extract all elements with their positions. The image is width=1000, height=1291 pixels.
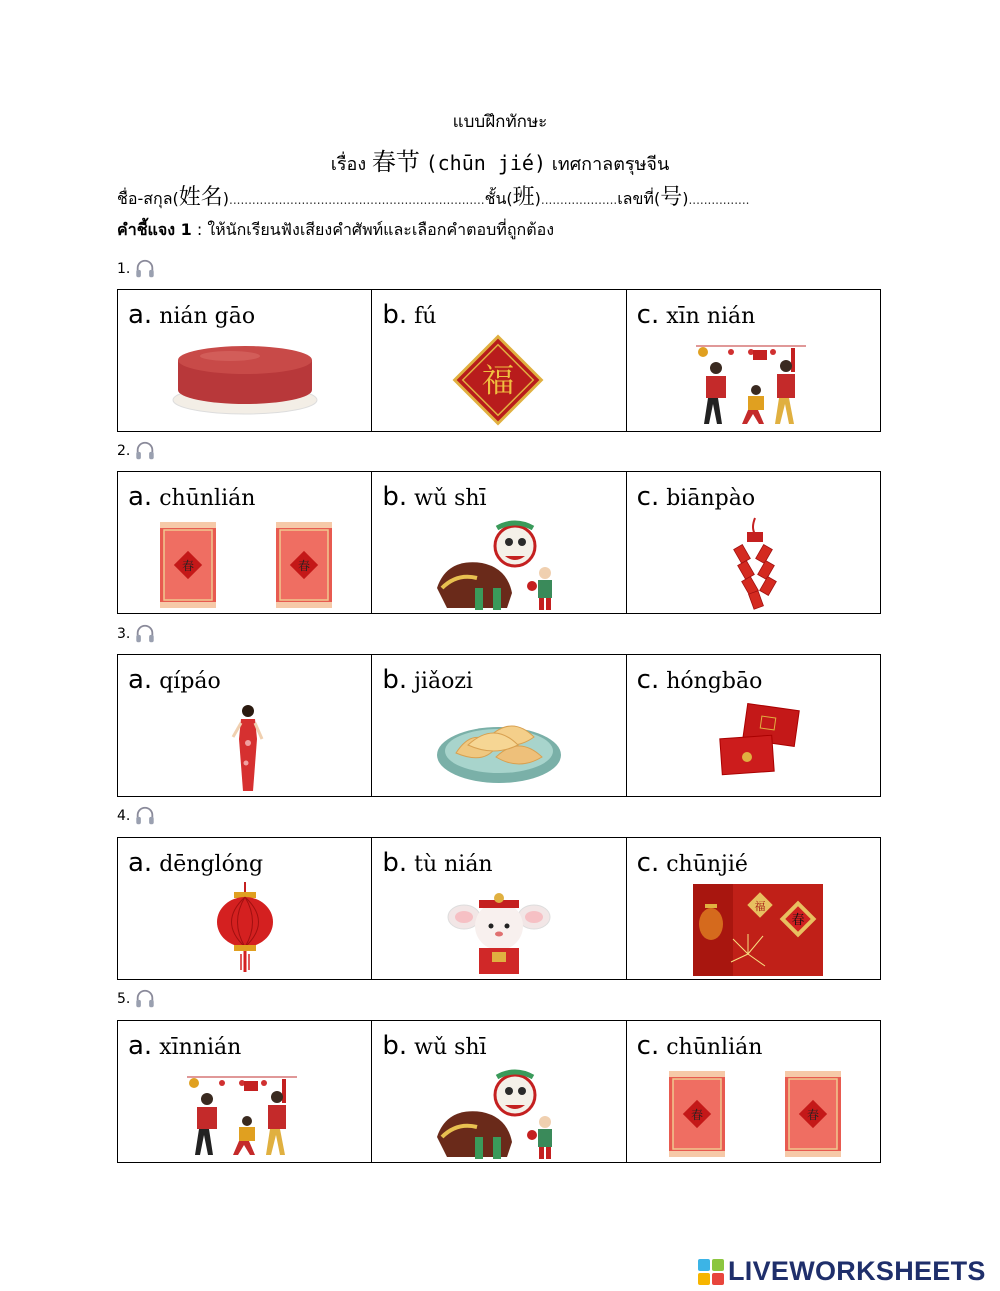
- question-options-table: [117, 289, 881, 432]
- answer-option[interactable]: [626, 472, 880, 614]
- question-number: [117, 988, 156, 1010]
- option-text: [382, 848, 492, 878]
- nian-gao-cake-icon: [170, 338, 320, 418]
- worksheet-title: แบบฝึกทักษะ: [452, 112, 548, 132]
- firecracker-icon: [725, 516, 785, 611]
- headphones-icon[interactable]: [134, 440, 156, 462]
- option-text: [382, 1031, 486, 1061]
- answer-option[interactable]: [372, 838, 626, 980]
- headphones-icon[interactable]: [134, 805, 156, 827]
- option-pinyin: chūnlián: [666, 1035, 763, 1060]
- answer-option[interactable]: [626, 655, 880, 797]
- couplets-icon: [667, 1069, 847, 1159]
- lantern-icon: [210, 882, 280, 977]
- red-envelope-icon: [715, 703, 805, 783]
- answer-option[interactable]: [372, 1021, 626, 1163]
- answer-option[interactable]: [118, 1021, 372, 1163]
- option-letter: c.: [636, 665, 660, 695]
- spring-festival-icon: [693, 884, 823, 976]
- answer-option[interactable]: [118, 290, 372, 432]
- name-field[interactable]: ...................................................................: [229, 193, 485, 207]
- option-pinyin: xīnnián: [159, 1035, 242, 1060]
- option-pinyin: nián gāo: [159, 304, 256, 329]
- answer-option[interactable]: [118, 838, 372, 980]
- question-number: [117, 623, 156, 645]
- question-number-label: 4.: [117, 808, 131, 824]
- dumplings-icon: [434, 707, 564, 787]
- question-options-table: [117, 471, 881, 614]
- option-pinyin: jiǎozi: [414, 669, 473, 694]
- rabbit-icon: [444, 882, 554, 977]
- option-text: [637, 848, 748, 878]
- subject-pinyin: (chūn jié): [425, 151, 546, 175]
- option-text: [382, 482, 486, 512]
- qipao-woman-icon: [228, 703, 268, 793]
- subject-chinese: 春节: [371, 148, 420, 176]
- question-options-table: [117, 654, 881, 797]
- option-letter: a.: [128, 665, 153, 695]
- question-number: [117, 805, 156, 827]
- answer-option[interactable]: [118, 472, 372, 614]
- option-text: [128, 848, 263, 878]
- subject-prefix: เรื่อง: [330, 154, 367, 175]
- option-pinyin: chūnjié: [666, 852, 748, 877]
- instruction: [117, 218, 554, 243]
- question-number: [117, 440, 156, 462]
- option-pinyin: biānpào: [666, 486, 756, 511]
- option-text: [637, 482, 755, 512]
- option-text: [128, 482, 255, 512]
- option-pinyin: wǔ shī: [414, 1035, 487, 1060]
- question-number: [117, 258, 156, 280]
- subject-thai: เทศกาลตรุษจีน: [551, 154, 670, 175]
- option-pinyin: hóngbāo: [666, 669, 763, 694]
- name-label: ชื่อ-สกุล(姓名): [117, 185, 230, 210]
- option-pinyin: xīn nián: [666, 304, 756, 329]
- instruction-label: คำชี้แจง 1: [117, 220, 192, 239]
- option-text: [382, 665, 473, 695]
- option-text: [637, 300, 756, 330]
- question-number-label: 2.: [117, 443, 131, 459]
- number-field[interactable]: ................: [688, 193, 750, 207]
- instruction-text: : ให้นักเรียนฟังเสียงคำศัพท์และเลือกคำตอบที่ถูกต้อง: [191, 220, 555, 239]
- headphones-icon[interactable]: [134, 988, 156, 1010]
- lion-dance-icon: [427, 1067, 577, 1162]
- option-text: [637, 1031, 763, 1061]
- answer-option[interactable]: [626, 290, 880, 432]
- headphones-icon[interactable]: [134, 258, 156, 280]
- option-pinyin: tù nián: [414, 852, 493, 877]
- headphones-icon[interactable]: [134, 623, 156, 645]
- question-number-label: 1.: [117, 261, 131, 277]
- answer-option[interactable]: [626, 838, 880, 980]
- option-pinyin: wǔ shī: [414, 486, 487, 511]
- option-letter: b.: [382, 482, 408, 512]
- liveworksheets-brand: LIVEWORKSHEETS: [728, 1256, 986, 1286]
- fu-diamond-icon: [450, 332, 546, 428]
- option-letter: b.: [382, 665, 408, 695]
- option-letter: b.: [382, 1031, 408, 1061]
- answer-option[interactable]: [372, 472, 626, 614]
- option-text: [382, 300, 436, 330]
- liveworksheets-logo: [698, 1256, 986, 1287]
- option-letter: c.: [636, 482, 660, 512]
- option-pinyin: fú: [414, 304, 437, 329]
- option-pinyin: qípáo: [159, 669, 221, 694]
- answer-option[interactable]: [118, 655, 372, 797]
- new-year-people-icon: [182, 1069, 302, 1159]
- answer-option[interactable]: [626, 1021, 880, 1163]
- question-options-table: [117, 837, 881, 980]
- worksheet-subject: [0, 142, 1000, 178]
- option-pinyin: dēnglóng: [159, 852, 264, 877]
- option-letter: c.: [636, 1031, 660, 1061]
- lion-dance-icon: [427, 518, 577, 613]
- option-text: [128, 1031, 241, 1061]
- student-info-fields: [117, 180, 750, 212]
- question-options-table: [117, 1020, 881, 1163]
- liveworksheets-logo-icon: [698, 1259, 724, 1285]
- class-field[interactable]: ....................: [540, 193, 618, 207]
- number-label: เลขที่(号): [617, 185, 689, 210]
- couplets-icon: [158, 520, 338, 610]
- question-number-label: 5.: [117, 991, 131, 1007]
- option-letter: b.: [382, 848, 408, 878]
- new-year-people-icon: [691, 338, 811, 428]
- question-number-label: 3.: [117, 626, 131, 642]
- option-letter: b.: [382, 300, 408, 330]
- option-text: [637, 665, 763, 695]
- option-text: [128, 300, 255, 330]
- answer-option[interactable]: [372, 655, 626, 797]
- option-text: [128, 665, 221, 695]
- answer-option[interactable]: [372, 290, 626, 432]
- class-label: ชั้น(班): [484, 185, 541, 210]
- option-letter: a.: [128, 482, 153, 512]
- option-letter: a.: [128, 1031, 153, 1061]
- option-letter: a.: [128, 300, 153, 330]
- option-pinyin: chūnlián: [159, 486, 256, 511]
- option-letter: c.: [636, 848, 660, 878]
- option-letter: a.: [128, 848, 153, 878]
- option-letter: c.: [636, 300, 660, 330]
